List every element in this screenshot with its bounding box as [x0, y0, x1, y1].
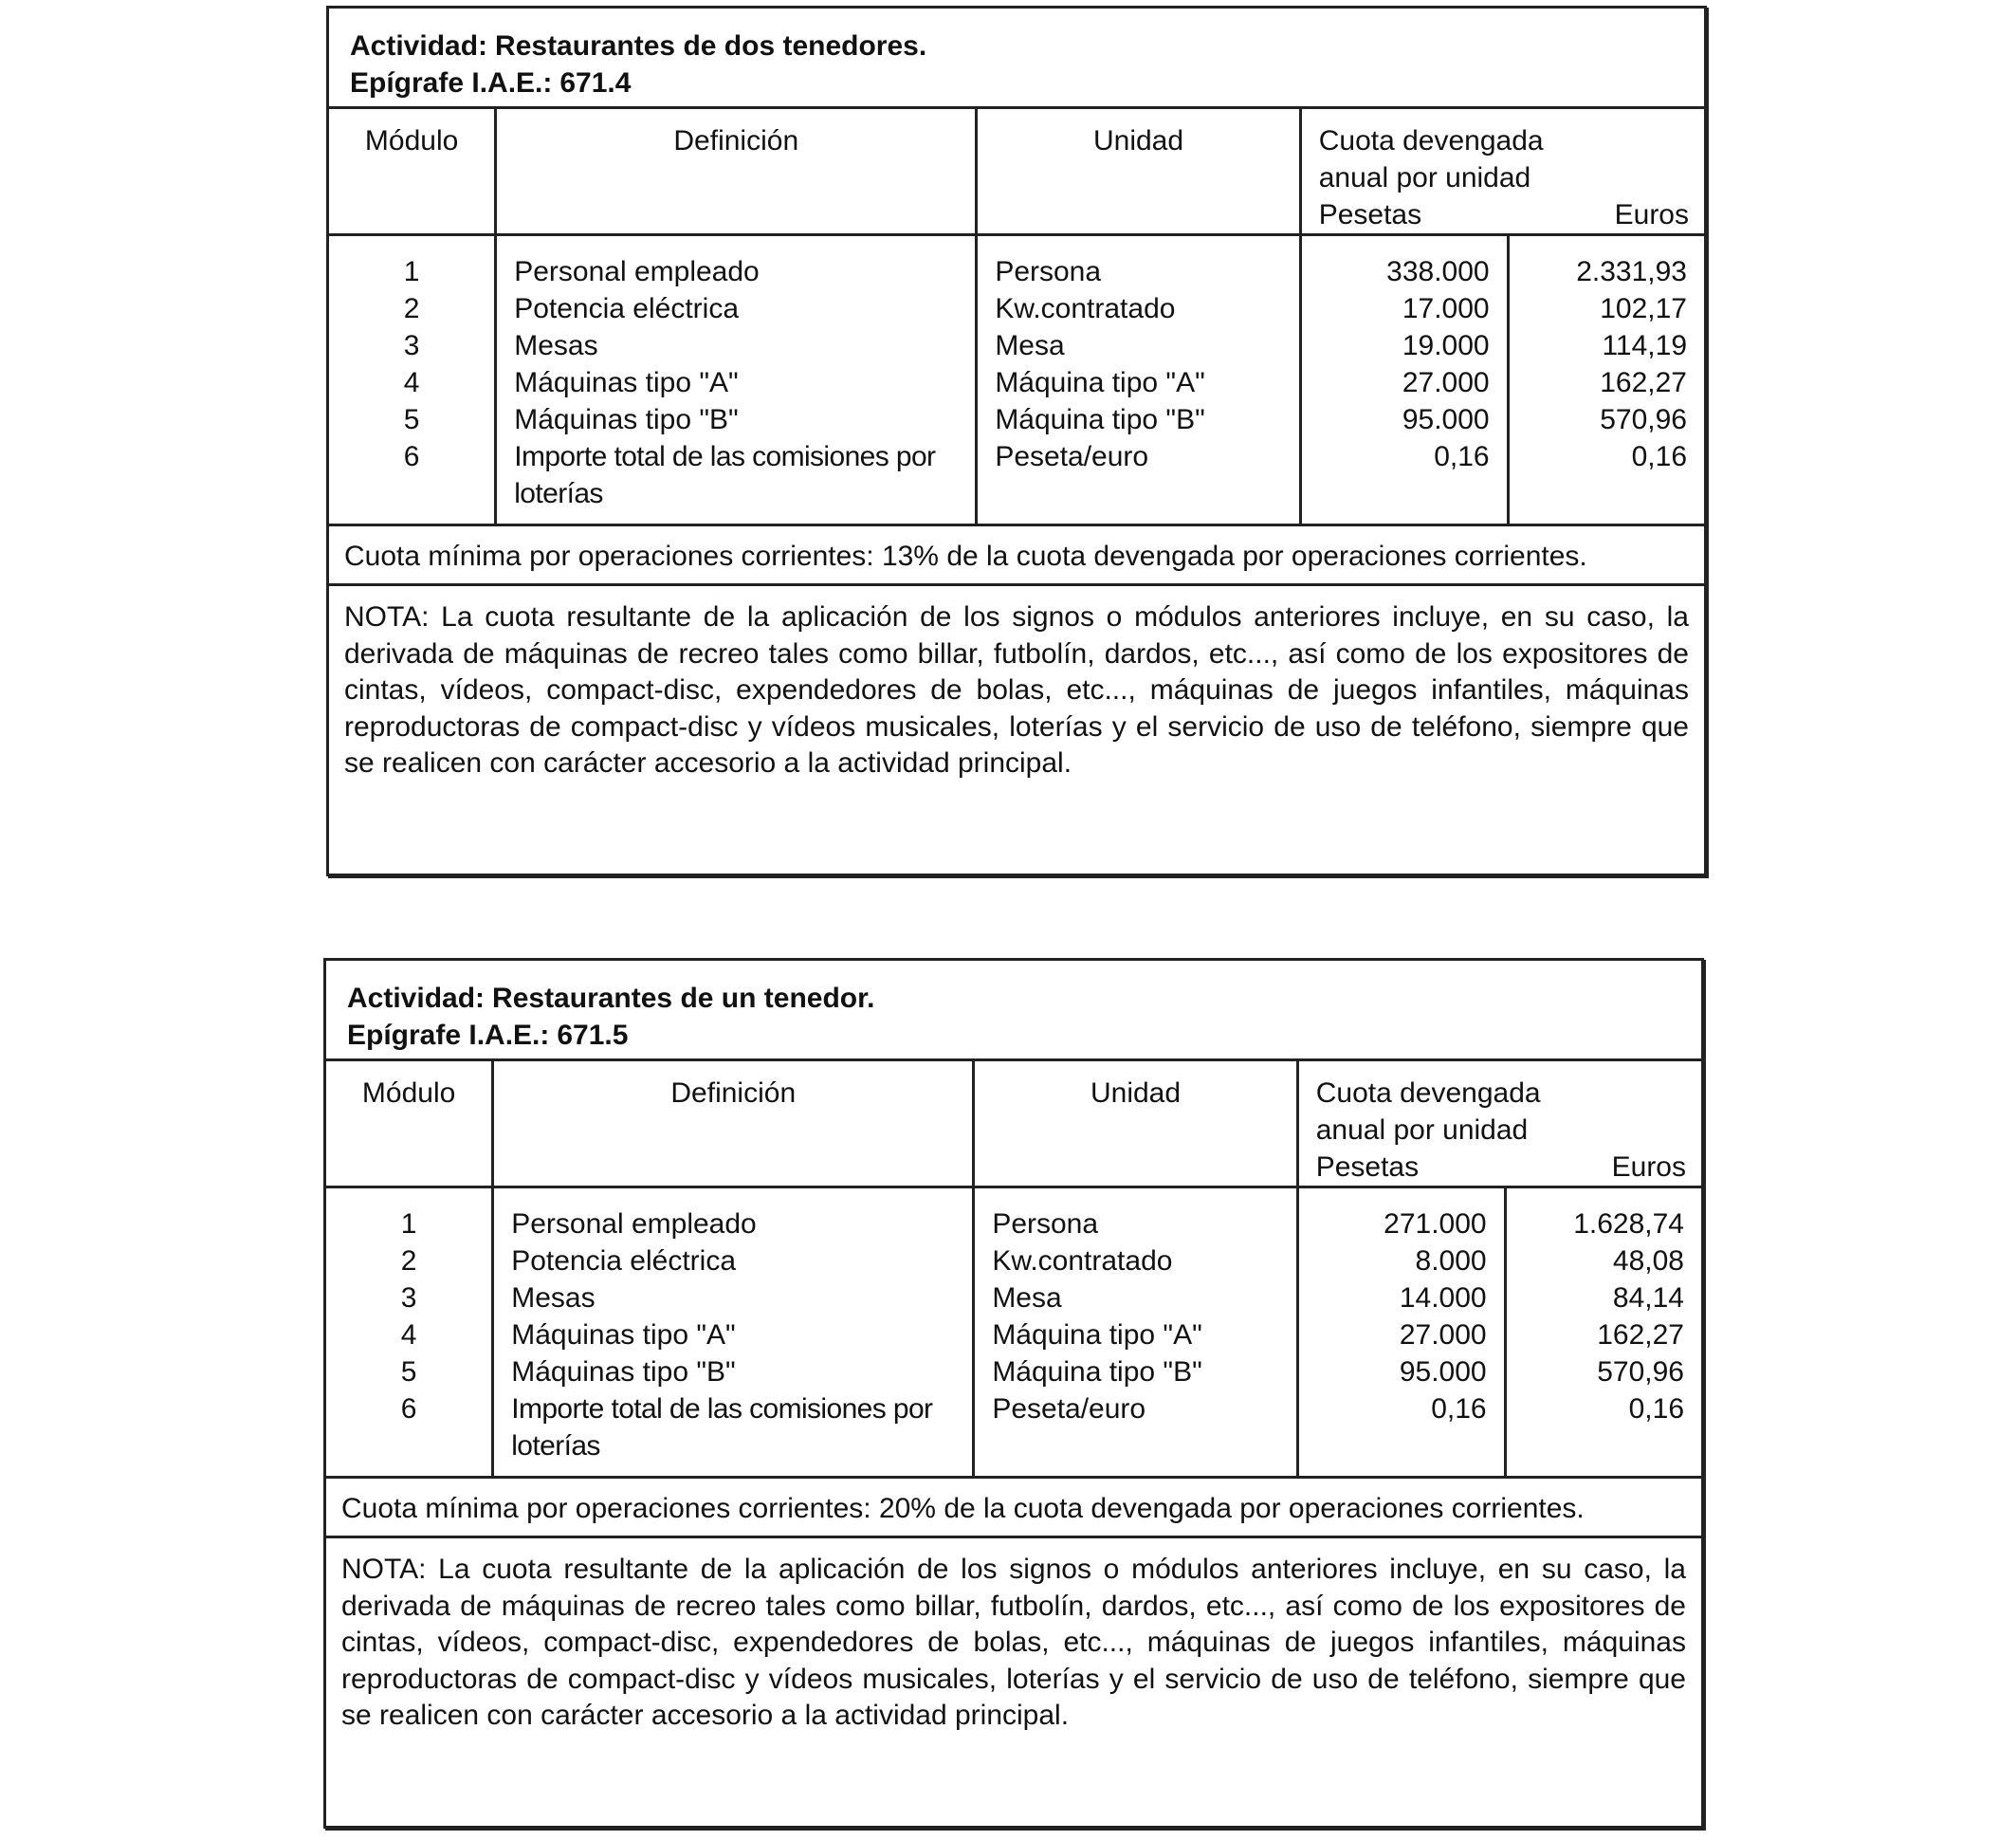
- cuota-header-line1: Cuota devengada: [1315, 1077, 1541, 1109]
- col-header-cuota: [1300, 109, 1704, 235]
- cell-unidad: Máquina tipo "A": [974, 1316, 1297, 1353]
- cell-pesetas: 27.000: [1297, 1316, 1505, 1353]
- cell-definicion: Potencia eléctrica: [496, 290, 977, 327]
- cell-definicion: [493, 1390, 974, 1476]
- cuota-header-currencies: [1316, 1149, 1692, 1186]
- cell-unidad: Kw.contratado: [974, 1242, 1297, 1279]
- cell-modulo: 3: [326, 1279, 493, 1316]
- epigraph-line: [347, 1017, 1680, 1054]
- cell-euros: 162,27: [1600, 367, 1687, 398]
- cell-euros: 114,19: [1602, 330, 1687, 361]
- cell-euros: 102,17: [1600, 293, 1687, 324]
- header-row: [329, 109, 1704, 235]
- definicion-text: Importe total de las comisiones por loterías: [514, 441, 936, 509]
- cell-definicion: Potencia eléctrica: [493, 1242, 974, 1279]
- cell-pesetas: 0,16: [1297, 1390, 1505, 1476]
- col-header-unidad: Unidad: [974, 1061, 1297, 1187]
- cell-pesetas: 271.000: [1297, 1187, 1505, 1243]
- cell-modulo: 2: [326, 1242, 493, 1279]
- cell-unidad: Peseta/euro: [974, 1390, 1297, 1476]
- cell-modulo: 6: [329, 438, 496, 524]
- cell-definicion: Mesas: [493, 1279, 974, 1316]
- cell-unidad: Kw.contratado: [977, 290, 1300, 327]
- col-header-pesetas: Pesetas: [1315, 1151, 1420, 1183]
- cuota-header-line1: Cuota devengada: [1318, 125, 1544, 156]
- cell-modulo: 4: [329, 364, 496, 401]
- col-header-euros: Euros: [1614, 199, 1689, 230]
- col-header-cuota: [1297, 1061, 1701, 1187]
- table-row: [326, 1187, 1701, 1243]
- col-header-modulo: Módulo: [326, 1061, 493, 1187]
- cell-unidad: Persona: [977, 235, 1300, 291]
- col-header-modulo: Módulo: [329, 109, 496, 235]
- cell-unidad: Máquina tipo "A": [977, 364, 1300, 401]
- cell-euros: 48,08: [1612, 1245, 1684, 1277]
- cell-modulo: 6: [326, 1390, 493, 1476]
- cell-pesetas: 95.000: [1297, 1353, 1505, 1390]
- cell-unidad: Mesa: [974, 1279, 1297, 1316]
- epigraph-code: 671.5: [557, 1020, 629, 1051]
- cell-modulo: 5: [326, 1353, 493, 1390]
- activity-header: [326, 961, 1701, 1061]
- table-row: [329, 290, 1704, 327]
- col-header-unidad: Unidad: [977, 109, 1300, 235]
- table-row: [326, 1353, 1701, 1390]
- cell-definicion: Máquinas tipo "B": [496, 401, 977, 438]
- cell-euros: 570,96: [1600, 404, 1687, 435]
- table-row: [329, 401, 1704, 438]
- cell-definicion: Personal empleado: [493, 1187, 974, 1243]
- cell-definicion: Máquinas tipo "A": [496, 364, 977, 401]
- cell-modulo: 4: [326, 1316, 493, 1353]
- activity-label: Actividad:: [350, 30, 488, 62]
- module-table-block-2: [323, 958, 1704, 1829]
- cell-modulo: 2: [329, 290, 496, 327]
- cell-modulo: 5: [329, 401, 496, 438]
- cell-unidad: Persona: [974, 1187, 1297, 1243]
- cell-pesetas: 0,16: [1300, 438, 1508, 524]
- cell-pesetas: 95.000: [1300, 401, 1508, 438]
- table-row: [326, 1316, 1701, 1353]
- activity-line: [350, 28, 1683, 64]
- cell-definicion: Máquinas tipo "A": [493, 1316, 974, 1353]
- cell-unidad: Peseta/euro: [977, 438, 1300, 524]
- cell-modulo: 3: [329, 327, 496, 364]
- cell-modulo: 1: [326, 1187, 493, 1243]
- epigraph-line: [350, 64, 1683, 101]
- epigraph-label: Epígrafe I.A.E.:: [347, 1020, 550, 1051]
- definicion-text: Importe total de las comisiones por loterías: [511, 1393, 933, 1462]
- module-table-block-1: [326, 6, 1707, 876]
- table-row: [326, 1242, 1701, 1279]
- cell-unidad: Máquina tipo "B": [977, 401, 1300, 438]
- activity-name: Restaurantes de un tenedor.: [492, 983, 875, 1014]
- epigraph-label: Epígrafe I.A.E.:: [350, 67, 553, 99]
- col-header-pesetas: Pesetas: [1318, 199, 1422, 230]
- table-row: [329, 364, 1704, 401]
- cell-definicion: Mesas: [496, 327, 977, 364]
- col-header-definicion: Definición: [493, 1061, 974, 1187]
- cell-definicion: Máquinas tipo "B": [493, 1353, 974, 1390]
- cell-modulo: 1: [329, 235, 496, 291]
- col-header-definicion: Definición: [496, 109, 977, 235]
- col-header-euros: Euros: [1611, 1151, 1686, 1183]
- modules-table: [326, 1061, 1701, 1476]
- cell-pesetas: 19.000: [1300, 327, 1508, 364]
- cell-euros: 0,16: [1628, 1393, 1684, 1425]
- note-text: NOTA: La cuota resultante de la aplicación de los signos o módulos anteriores incluye, en su caso, la derivada de máquinas de recreo tales como billar, futbolín, dardos, etc..., así como de los expositores de cintas, vídeos, compact-disc, expendedores de bolas, etc..., máquinas de juegos infantiles, máquinas reproductoras de compact-disc y vídeos musicales, loterías y el servicio de uso de teléfono, siempre que se realicen con carácter accesorio a la actividad principal.: [326, 1536, 1701, 1744]
- cell-unidad: Mesa: [977, 327, 1300, 364]
- cell-euros: 1.628,74: [1573, 1208, 1684, 1240]
- cell-definicion: Personal empleado: [496, 235, 977, 291]
- minimum-quota-text: Cuota mínima por operaciones corrientes: 13% de la cuota devengada por operaciones corrientes.: [329, 524, 1704, 583]
- cell-euros: 570,96: [1597, 1356, 1684, 1388]
- cell-pesetas: 338.000: [1300, 235, 1508, 291]
- epigraph-code: 671.4: [559, 67, 632, 99]
- cell-pesetas: 8.000: [1297, 1242, 1505, 1279]
- table-row: [329, 438, 1704, 524]
- activity-label: Actividad:: [347, 983, 486, 1014]
- cell-pesetas: 14.000: [1297, 1279, 1505, 1316]
- activity-line: [347, 980, 1680, 1017]
- header-row: [326, 1061, 1701, 1187]
- table-row: [329, 235, 1704, 291]
- cuota-header-line2: anual por unidad: [1318, 162, 1531, 193]
- cell-euros: 2.331,93: [1576, 256, 1687, 287]
- cell-euros: 84,14: [1612, 1282, 1684, 1314]
- cell-euros: 0,16: [1631, 441, 1687, 472]
- cuota-header-currencies: [1319, 196, 1695, 233]
- cell-euros: 162,27: [1597, 1319, 1684, 1351]
- cell-definicion: [496, 438, 977, 524]
- minimum-quota-text: Cuota mínima por operaciones corrientes: 20% de la cuota devengada por operaciones corrientes.: [326, 1476, 1701, 1536]
- table-row: [329, 327, 1704, 364]
- activity-name: Restaurantes de dos tenedores.: [495, 30, 927, 62]
- activity-header: [329, 9, 1704, 109]
- cell-pesetas: 27.000: [1300, 364, 1508, 401]
- cuota-header-line2: anual por unidad: [1315, 1114, 1529, 1146]
- modules-table: [329, 109, 1704, 524]
- cell-pesetas: 17.000: [1300, 290, 1508, 327]
- table-row: [326, 1279, 1701, 1316]
- table-row: [326, 1390, 1701, 1476]
- note-text: NOTA: La cuota resultante de la aplicación de los signos o módulos anteriores incluye, en su caso, la derivada de máquinas de recreo tales como billar, futbolín, dardos, etc..., así como de los expositores de cintas, vídeos, compact-disc, expendedores de bolas, etc..., máquinas de juegos infantiles, máquinas reproductoras de compact-disc y vídeos musicales, loterías y el servicio de uso de teléfono, siempre que se realicen con carácter accesorio a la actividad principal.: [329, 583, 1704, 792]
- cell-unidad: Máquina tipo "B": [974, 1353, 1297, 1390]
